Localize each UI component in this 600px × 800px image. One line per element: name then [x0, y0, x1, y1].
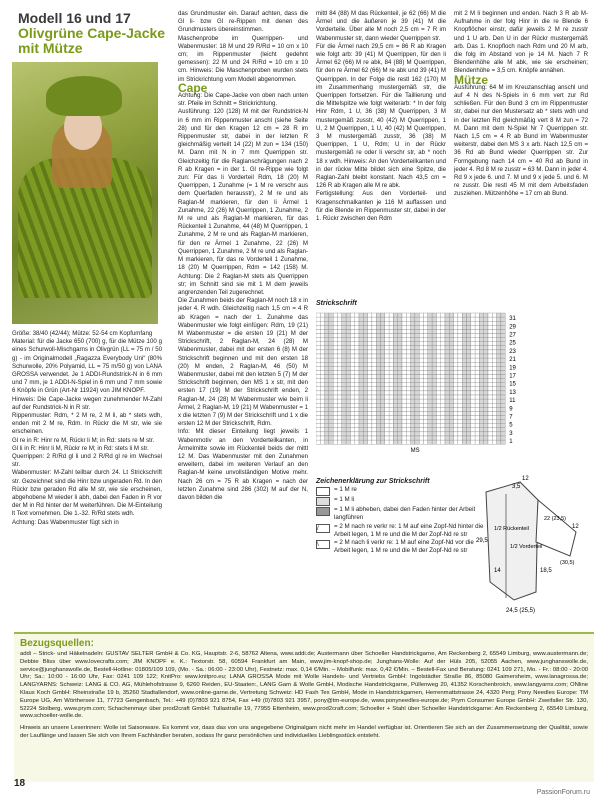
- column-1: [12, 330, 162, 527]
- sources-title: Bezugsquellen:: [20, 638, 94, 649]
- stockinette-text: Gl re in R: Hinr re M, Rückr li M; in Rd: stets re M str.: [12, 436, 155, 444]
- column-4: [454, 10, 588, 199]
- schematic-label: 29,5: [476, 538, 488, 544]
- legend-item: = 1 M li: [316, 496, 484, 506]
- model-photo: [12, 62, 158, 324]
- knitting-chart: [316, 300, 538, 458]
- column-3: [316, 10, 446, 223]
- cross-right-symbol: /: [316, 524, 330, 533]
- schematic-label: 1/2 Vorderteil: [510, 544, 543, 550]
- schematic-label: 22 (23,5): [544, 516, 567, 522]
- schematic-label: (30,5): [560, 560, 575, 566]
- chart-cells: [316, 313, 505, 444]
- legend: [316, 478, 484, 555]
- chart-row-label: 31: [509, 316, 516, 323]
- chart-row-label: 25: [509, 340, 516, 347]
- legend-item: = 1 M li abheben, dabei den Faden hinter der Arbeit langführen: [316, 506, 484, 522]
- rib-pattern-text: Rippenmuster: Rdm, * 2 M re, 2 M li, ab * stets wdh, enden mit 2 M re, Rdm. In Rückr die M str, wie sie erscheinen.: [12, 412, 162, 436]
- schematic-label: 24,5 (25,5): [506, 608, 536, 614]
- chart-title: Strickschrift: [316, 300, 357, 307]
- chart-row-label: 15: [509, 381, 516, 388]
- finishing-text: Fertigstellung: Aus den Vorderteil- und Kragenschmalkanten je 116 M auffassen und für die Blende im Rippenmuster str, dabei in der 1. Rückr zwischen den Rdm: [316, 190, 446, 223]
- size-info: Größe: 38/40 (42/44); Mütze: 52-54 cm Kopfumfang: [12, 330, 153, 337]
- attention-text: Achtung: Das Wabenmuster fügt sich in: [12, 518, 119, 526]
- cross-ribs-text: Querrippen: 2 R/Rd gl li und 2 R/Rd gl re im Wechsel str.: [12, 453, 162, 469]
- chart-row-label: 9: [509, 406, 513, 413]
- chart-row-label: 17: [509, 373, 516, 380]
- schematic-diagram: [476, 472, 588, 620]
- cape-instructions: Ausführung: 120 (128) M mit der Rundstrick-N in 6 mm im Rippenmuster anschl (siehe Seite 28) und für den Kragen 12 cm = 28 R im Rippenmuster str, dabei in der letzten R gleichmäßig verteilt 14 (22) M zun = 134 (150) M. Dann mit N in 7 mm Querrippen str. Gleichzeitig für die Raglanschrägungen nach 2 R ab Kragen = in der 1. Gl re-Rippe wie folgt zun: Für das li Vorderteil Rdm, 18 (20) M Querrippen, 1 Zunahme (= 1 M re verschr aus dem Querfaden herausstr), 2 M re und als Raglan-M markieren, für den li Ärmel 1 Zunahme, 22 (26) M Querrippen, 1 Zunahme, 2 M re und als Raglan-M markieren, für das Rückenteil 1 Zunahme, 44 (48) M Querrippen, 1 Zunahme, 2 M re und als Raglan-M markieren, für den re Ärmel 1 Zunahme, 22 (26) M Querrippen, 1 Zunahme, 2 M re und als Raglan-M markieren, für das re Vorderteil 1 Zunahme, 18 (20) M Querrippen, Rdm = 142 (158) M. Achtung: Die 2 Raglan-M stets als Querrippen str; im Schnitt sind sie mit 1 M dem jeweils angrenzenden Teil zugerechnet.: [178, 108, 308, 296]
- legend-item: \ = 2 M nach li verkr re: 1 M auf eine Zopf-Nd vor die Arbeit legen, 1 M re und die M der Zopf-Nd re str: [317, 539, 474, 555]
- chart-row-label: 5: [509, 422, 513, 429]
- legend-item: = 1 M re: [316, 486, 484, 496]
- buttonhole-text: mit 2 M li beginnen und enden. Nach 3 R ab M-Aufnahme in der folg Hinr in die re Blende 6 Knopflöcher einstr, dafür jeweils 2 M re zusstr und 1 U arb. Den U in der Rückr mustergemäß arb. Das 1. Knopfloch nach Rdm und 20 M arb, die folg im Abstand von je 14 M. Nach 7 R Blendenhöhe alle M abk, wie sie erscheinen; Blendenhöhe = 3,5 cm. Knöpfe annähen.: [454, 10, 588, 75]
- chart-row-label: 19: [509, 365, 516, 372]
- chart-row-label: 29: [509, 324, 516, 331]
- chart-row-label: 21: [509, 357, 516, 364]
- schematic-label: 3,5: [512, 484, 521, 490]
- chart-row-label: 11: [509, 398, 516, 405]
- model-number: Modell 16 und 17: [18, 10, 131, 26]
- schematic-label: 18,5: [540, 568, 552, 574]
- slip-symbol: [316, 507, 330, 516]
- chart-row-label: 13: [509, 389, 516, 396]
- cape-increases: Die Zunahmen beids der Raglan-M noch 18 x in jeder 4. R wdh. Gleichzeitig nach 1,5 cm = 4 R ab Kragen = nach der 1. Zunahme das Wabenmuster wie folgt einfügen: Rdm, 19 (21) M Wabenmuster = die ersten 19 (21) M der Strickschrift, 2 Raglan-M, 24 (28) M Wabenmuster, dabei mit der ersten 6 (8) M der Strickschrift beginnen und mit den ersten 18 (20) M enden, 2 Raglan-M, 46 (50) M Wabenmuster, dabei mit den letzten 5 (7) M der Strickschrift beginnen, den MS 1 x str, mit den ersten 17 (19) M der Strickschrift enden, 2 Raglan-M, 24 (28) M Wabenmuster wie beim li Ärmel, 2 Raglan-M, 19 (21) M Wabenmuster = 1 x die letzten 7 (9) M der Strickschrift und 1 x die ersten 12 M der Strickschrift, Rdm.: [178, 297, 308, 428]
- gauge-text: Maschenprobe im Querrippen- und Wabenmuster: 18 M und 29 R/Rd = 10 cm x 10 cm; im Rippenmuster (leicht gedehnt gemessen): 22 M und 24 R/Rd = 10 cm x 10 cm. Hinweis: Die Maschenproben wurden stets im Strickrichtung vom Modell abgenommen.: [178, 34, 308, 83]
- hat-heading: Mütze: [454, 72, 488, 87]
- cape-heading: Cape: [178, 80, 208, 95]
- sleeve-text: Für die Ärmel nach 29,5 cm = 86 R ab Kragen wie folgt arb: 39 (41) M Querrippen, für den li Ärmel 62 (66) M re abk, 84 (88) M Querrippen, für den re Ärmel 62 (66) M re abk und 39 (41) M Querrippen. In der Folge die restl 162 (170) M im Zusammenhang mustergemäß str, die Querrippen fortsetzen. Für die Taillierung und die Mittelspitze wie folgt weiterarb: * In der folg Hinr Rdm, 1 U, 36 (38) M Querrippen, 3 M mustergemäß zusstr, 40 (42) M Querrippen, 1 U, 2 M Querrippen, 1 U, 40 (42) M Querrippen, 3 M mustergemäß zusstr, 36 (38) M Querrippen, 1 U, Rdm; U in der Rückr mustergemäß re oder li verschr str, ab * noch 18 x wdh. Hinweis: An den Vorderteilkanten und in der rückw Mitte bildet sich eine Spitze, die Raglan-Zahl bleibt konstant. Nach 43,5 cm = 126 R ab Kragen alle M re abk.: [316, 42, 446, 190]
- chart-ms-label: MS: [410, 448, 420, 455]
- knit-symbol: [316, 487, 330, 496]
- col2-paragraph: das Grundmuster ein. Darauf achten, dass die Gl li- bzw Gl re-Rippen mit denen des Grundmusters übereinstimmen.: [178, 10, 308, 34]
- column-2: [178, 10, 308, 502]
- reverse-stockinette-text: Gl li in R: Hinr li M, Rückr re M; in Rd: stets li M str.: [12, 444, 149, 452]
- material-info: Material: für die Jacke 650 (700) g, für die Mütze 100 g eines Schurwoll-Mischgarns in Olivgrün (LL = 75 m / 50 g) - im Originalmodell „Ragazza Everybody Uni“ (80% Schurwolle, 20% Polyamid, LL = 75 m/50 g) von LANA GROSSA verwendet. Je 1 ADDI-Rundstrick-N in 6 mm und 7 mm, je 1 ADDI-N-Spiel in 6 mm und 7 mm sowie 6 Knöpfe in Grün (Art-Nr 11924) von JIM KNOPF.: [12, 338, 162, 395]
- chart-row-label: 1: [509, 439, 513, 446]
- schematic-svg: [476, 472, 588, 620]
- schematic-label: 12: [522, 476, 529, 482]
- schematic-label: 12: [572, 524, 579, 530]
- cape-info: Info: Mit dieser Einteilung liegt jeweils 1 Wabenmotiv an den Vorderteilkanten, in Ärmelmitte sowie im Rückenteil beids der mittl 12 M. Das Wabenmuster mit den Zunahmen erweitern, dabei im weiteren Verlauf an den Raglan-M keine unvollständigen Motive mehr. Nach 26 cm = 75 R ab Kragen = nach der letzten Zunahme sind 286 (302) M auf der N, davon bilden die: [178, 428, 308, 501]
- sources-box: [14, 632, 594, 782]
- hint-text: Hinweis: Die Cape-Jacke wegen zunehmender M-Zahl auf der Rundstrick-N in R str.: [12, 395, 162, 411]
- purl-symbol: [316, 497, 330, 506]
- sources-text: addi – Strick- und Häkelnadeln: GUSTAV SELTER GmbH & Co. KG, Hauptstr. 2-6, 58762 Altena, www.addi.de; Austermann über Schoeller Handstrickgarne, Am Reckenberg 2, 65549 Limburg, www.austermann.de; Debbie Bliss über www.lovecrafts.com; JIM KNOPF e. K.: Textorstr. 58, 60594 Frankfurt am Main, www.jim-knopf-shop.de; Junghans-Wolle: Auf der Hüls 205, 52055 Aachen, www.junghanswolle.de, service@junghanswolle.de, Bestell-Hotline: 01805/109 109, (Mo. - Sa.: 06:00 - 23:00 Uhr), Festnetz: max. 0,14 €/Min. – Mobilfunk: max. 0,42 €/Min. – Bestell-Fax und Beratung: 0241 109 271, Mo. - Fr.: 08:00 - 20:00 Uhr; Sa.: 10:00 - 16:00 Uhr, Fax: 0241 109 122; KnitPro: www.knitpro.eu; LANA GROSSA Mode mit Wolle Handels- und Vertriebs GmbH: Ingolstädter Straße 86, 85080 Gaimersheim, www.lanagrossa.de; LANGYARNS: Schweiz: LANG & CO. AG, Mühlehofstrasse 9, 6260 Reiden, EU-Staaten:, LANG Garn & Wolle GmbH, Modische Handstrickgarne, Püllenweg 20, 41352 Korschenbroich, www.langyarns.com; ONline Klaus Koch GmbH: Rheinstraße 19 b, 35260 Stadtallendorf, www.online-garne.de, Vertretung Schweiz: HD Fash Tex GmbH, Mode in Handstrickgarnen, Herrenmattstrasse 24, 4320 Perg; Pony Needles Europe: TM Europe UG, Am Wörthersee 11, 77723 Gengenbach, Tel.: +49 (0)7803 921 8754, Fax +49 (0)7803 921 3957, pony@tm-europe.de, www.ponyneedles-europe.de; Prym Consumer Europe GmbH: Zweifaller Str. 130, 52224 Stolberg, www.prym.com; Schachenmayr über prod2craft GmbH: Tullastraße 19, 77955 Ettenheim, www.prod2craft.com; Schoeller + Stahl über Schoeller Handstrickgarne: Am Reckenberg 2, 65549 Limburg, www.schoeller-wolle.de.: [20, 651, 588, 720]
- chart-row-label: 7: [509, 414, 513, 421]
- chart-row-label: 27: [509, 332, 516, 339]
- cape-attention-text: Achtung: Die Cape-Jacke von oben nach unten str. Pfeile im Schnitt = Strickrichtung.: [178, 92, 308, 108]
- reader-note: Hinweis an unsere Leserinnen: Wolle ist Saisonware. Es kommt vor, dass das von uns angegebene Originalgarn nicht mehr im Handel verfügbar ist. Orientieren Sie sich an der Zusammensetzung der Qualität, sowie der Lauflänge und lassen Sie sich von Ihrem Fachhändler beraten, sodass Ihr ganz persönliches und individuelles Lieblingsstück entsteht.: [20, 725, 588, 739]
- hat-instructions: Ausführung: 64 M im Kreuzanschlag anschl und auf 4 N des N-Spiels in 6 mm vert zur Rd schließen. Für den Bund 3 cm im Rippenmuster str, dabei nur den Mustersatz ab * stets wdh und in der letzten Rd gleichmäßig vert 8 M zun = 72 M. Dann mit dem N-Spiel Nr 7 Querrippen str. Nach 1,5 cm = 4 R ab Bund im Wabenmuster weiterstr, dabei den MS 3 x arb. Nach 12,5 cm = 36 Rd ab Bund wieder Querrippen str. Zur Formgebung nach 14 cm = 40 Rd ab Bund in jeder 4. Rd 8 M re zusstr = 63 M. Dann in jeder 4. Rd 9 x jede 6. und 7. M und 9 x jede 5. und 6. M re zusstr. Die restl 45 M mit dem Arbeitsfaden zusziehen. Mützenhöhe = 17 cm ab Bund.: [454, 83, 588, 198]
- page-number: 18: [14, 778, 26, 789]
- legend-title: Zeichenerklärung zur Strickschrift: [316, 478, 430, 485]
- legend-item: / = 2 M nach re verkr re: 1 M auf eine Zopf-Nd hinter die Arbeit legen, 1 M re und die M der Zopf-Nd re str: [317, 522, 484, 538]
- col3-paragraph: mittl 84 (88) M das Rückenteil, je 62 (66) M die Ärmel und die äußeren je 39 (41) M die Vorderteile. Über alle M noch 2,5 cm = 7 R im Wabenmuster str, dann wieder Querrippen str.: [316, 10, 446, 42]
- watermark: PassionForum.ru: [536, 789, 590, 796]
- chart-grid: [316, 307, 538, 455]
- chart-row-label: 3: [509, 430, 513, 437]
- page-title: Olivgrüne Cape-Jacke mit Mütze: [18, 25, 166, 56]
- schematic-label: 14: [494, 568, 501, 574]
- cross-left-symbol: \: [316, 540, 330, 549]
- chart-row-label: 23: [509, 348, 516, 355]
- schematic-label: 1/2 Rückenteil: [494, 526, 529, 532]
- honeycomb-text: Wabenmuster: M-Zahl teilbar durch 24. Lt Strickschrift str. Gezeichnet sind die Hinr bzw ungeraden Rd. In den Rückr bzw geraden Rd alle M str, wie sie erscheinen, abgehobene M wieder li abh, dabei den Faden in R vor der M in Rd hinter der M weiterführen. Die M-Einteilung lt Text vornehmen. Die 1.-32. R/Rd stets wdh.: [12, 469, 162, 518]
